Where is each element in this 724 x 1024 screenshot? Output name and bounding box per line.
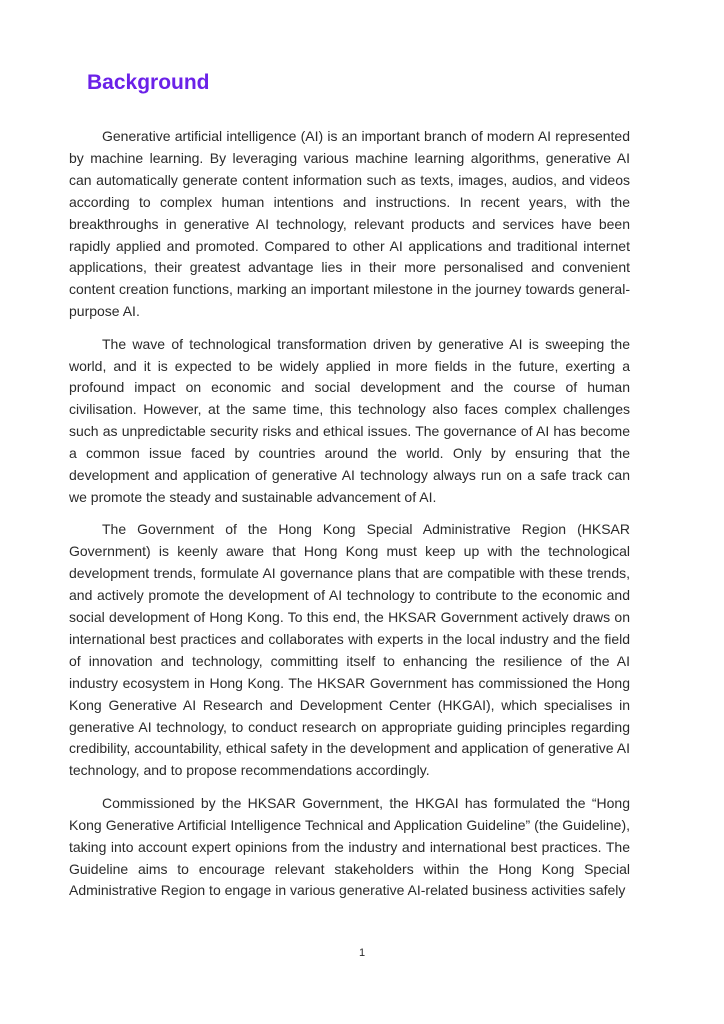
paragraph-2: The wave of technological transformation driven by generative AI is sweeping the world, and it is expected to be widely applied in more fields in the future, exerting a profound impact on economic and social development and the course of human civilisation. However, at the same time, this technology also faces complex challenges such as unpredictable security risks and ethical issues. The governance of AI has become a common issue faced by countries around the world. Only by ensuring that the development and application of generative AI technology always run on a safe track can we promote the steady and sustainable advancement of AI. [69, 335, 630, 505]
section-heading: Background [87, 71, 210, 94]
paragraph-1: Generative artificial intelligence (AI) is an important branch of modern AI represented by machine learning. By leveraging various machine learning algorithms, generative AI can automatically generate content information such as texts, images, audios, and videos according to complex human intentions and instructions. In recent years, with the breakthroughs in generative AI technology, relevant products and services have been rapidly applied and promoted. Compared to other AI applications and traditional internet applications, their greatest advantage lies in their more personalised and convenient content creation functions, marking an important milestone in the journey towards general-purpose AI. [69, 128, 630, 320]
paragraph-3: The Government of the Hong Kong Special Administrative Region (HKSAR Government) is keenly aware that Hong Kong must keep up with the technological development trends, formulate AI governance plans that are compatible with these trends, and actively promote the development of AI technology to contribute to the economic and social development of Hong Kong. To this end, the HKSAR Government actively draws on international best practices and collaborates with experts in the local industry and the field of innovation and technology, committing itself to enhancing the resilience of the AI industry ecosystem in Hong Kong. The HKSAR Government has commissioned the Hong Kong Generative AI Research and Development Center (HKGAI), which specialises in generative AI technology, to conduct research on appropriate guiding principles regarding credibility, accountability, ethical safety in the development and application of generative AI technology, and to propose recommendations accordingly. [69, 521, 630, 779]
body-text [69, 126, 630, 913]
page-number: 1 [358, 947, 366, 959]
paragraph-4: Commissioned by the HKSAR Government, the HKGAI has formulated the “Hong Kong Generative Artificial Intelligence Technical and Application Guideline” (the Guideline), taking into account expert opinions from the industry and international best practices. The Guideline aims to encourage relevant stakeholders within the Hong Kong Special Administrative Region to engage in various generative AI-related business activities safely [69, 794, 630, 899]
